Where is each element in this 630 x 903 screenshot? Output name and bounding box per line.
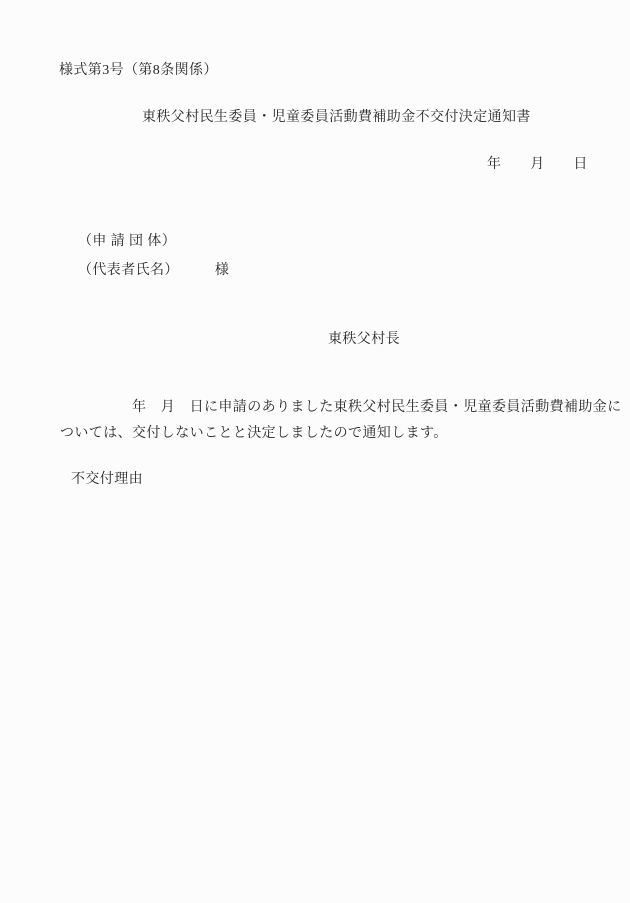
form-number: 様式第3号（第8条関係）: [59, 63, 218, 78]
representative-name-label: （代表者氏名）: [78, 263, 179, 278]
honorific-sama: 様: [214, 263, 230, 278]
document-title: 東秩父村民生委員・児童委員活動費補助金不交付決定通知書: [142, 110, 531, 125]
applicant-group-label: （申 請 団 体）: [78, 234, 177, 249]
body-text-line-2: ついては、交付しないことと決定しましたので通知します。: [60, 426, 448, 441]
body-text-line-1: 年 月 日に申請のありました東秩父村民生委員・児童委員活動費補助金に: [60, 400, 622, 415]
sender-title: 東秩父村長: [328, 332, 400, 347]
reason-label: 不交付理由: [71, 472, 143, 487]
representative-line: [78, 263, 229, 279]
date-line: 年 月 日: [487, 157, 588, 172]
